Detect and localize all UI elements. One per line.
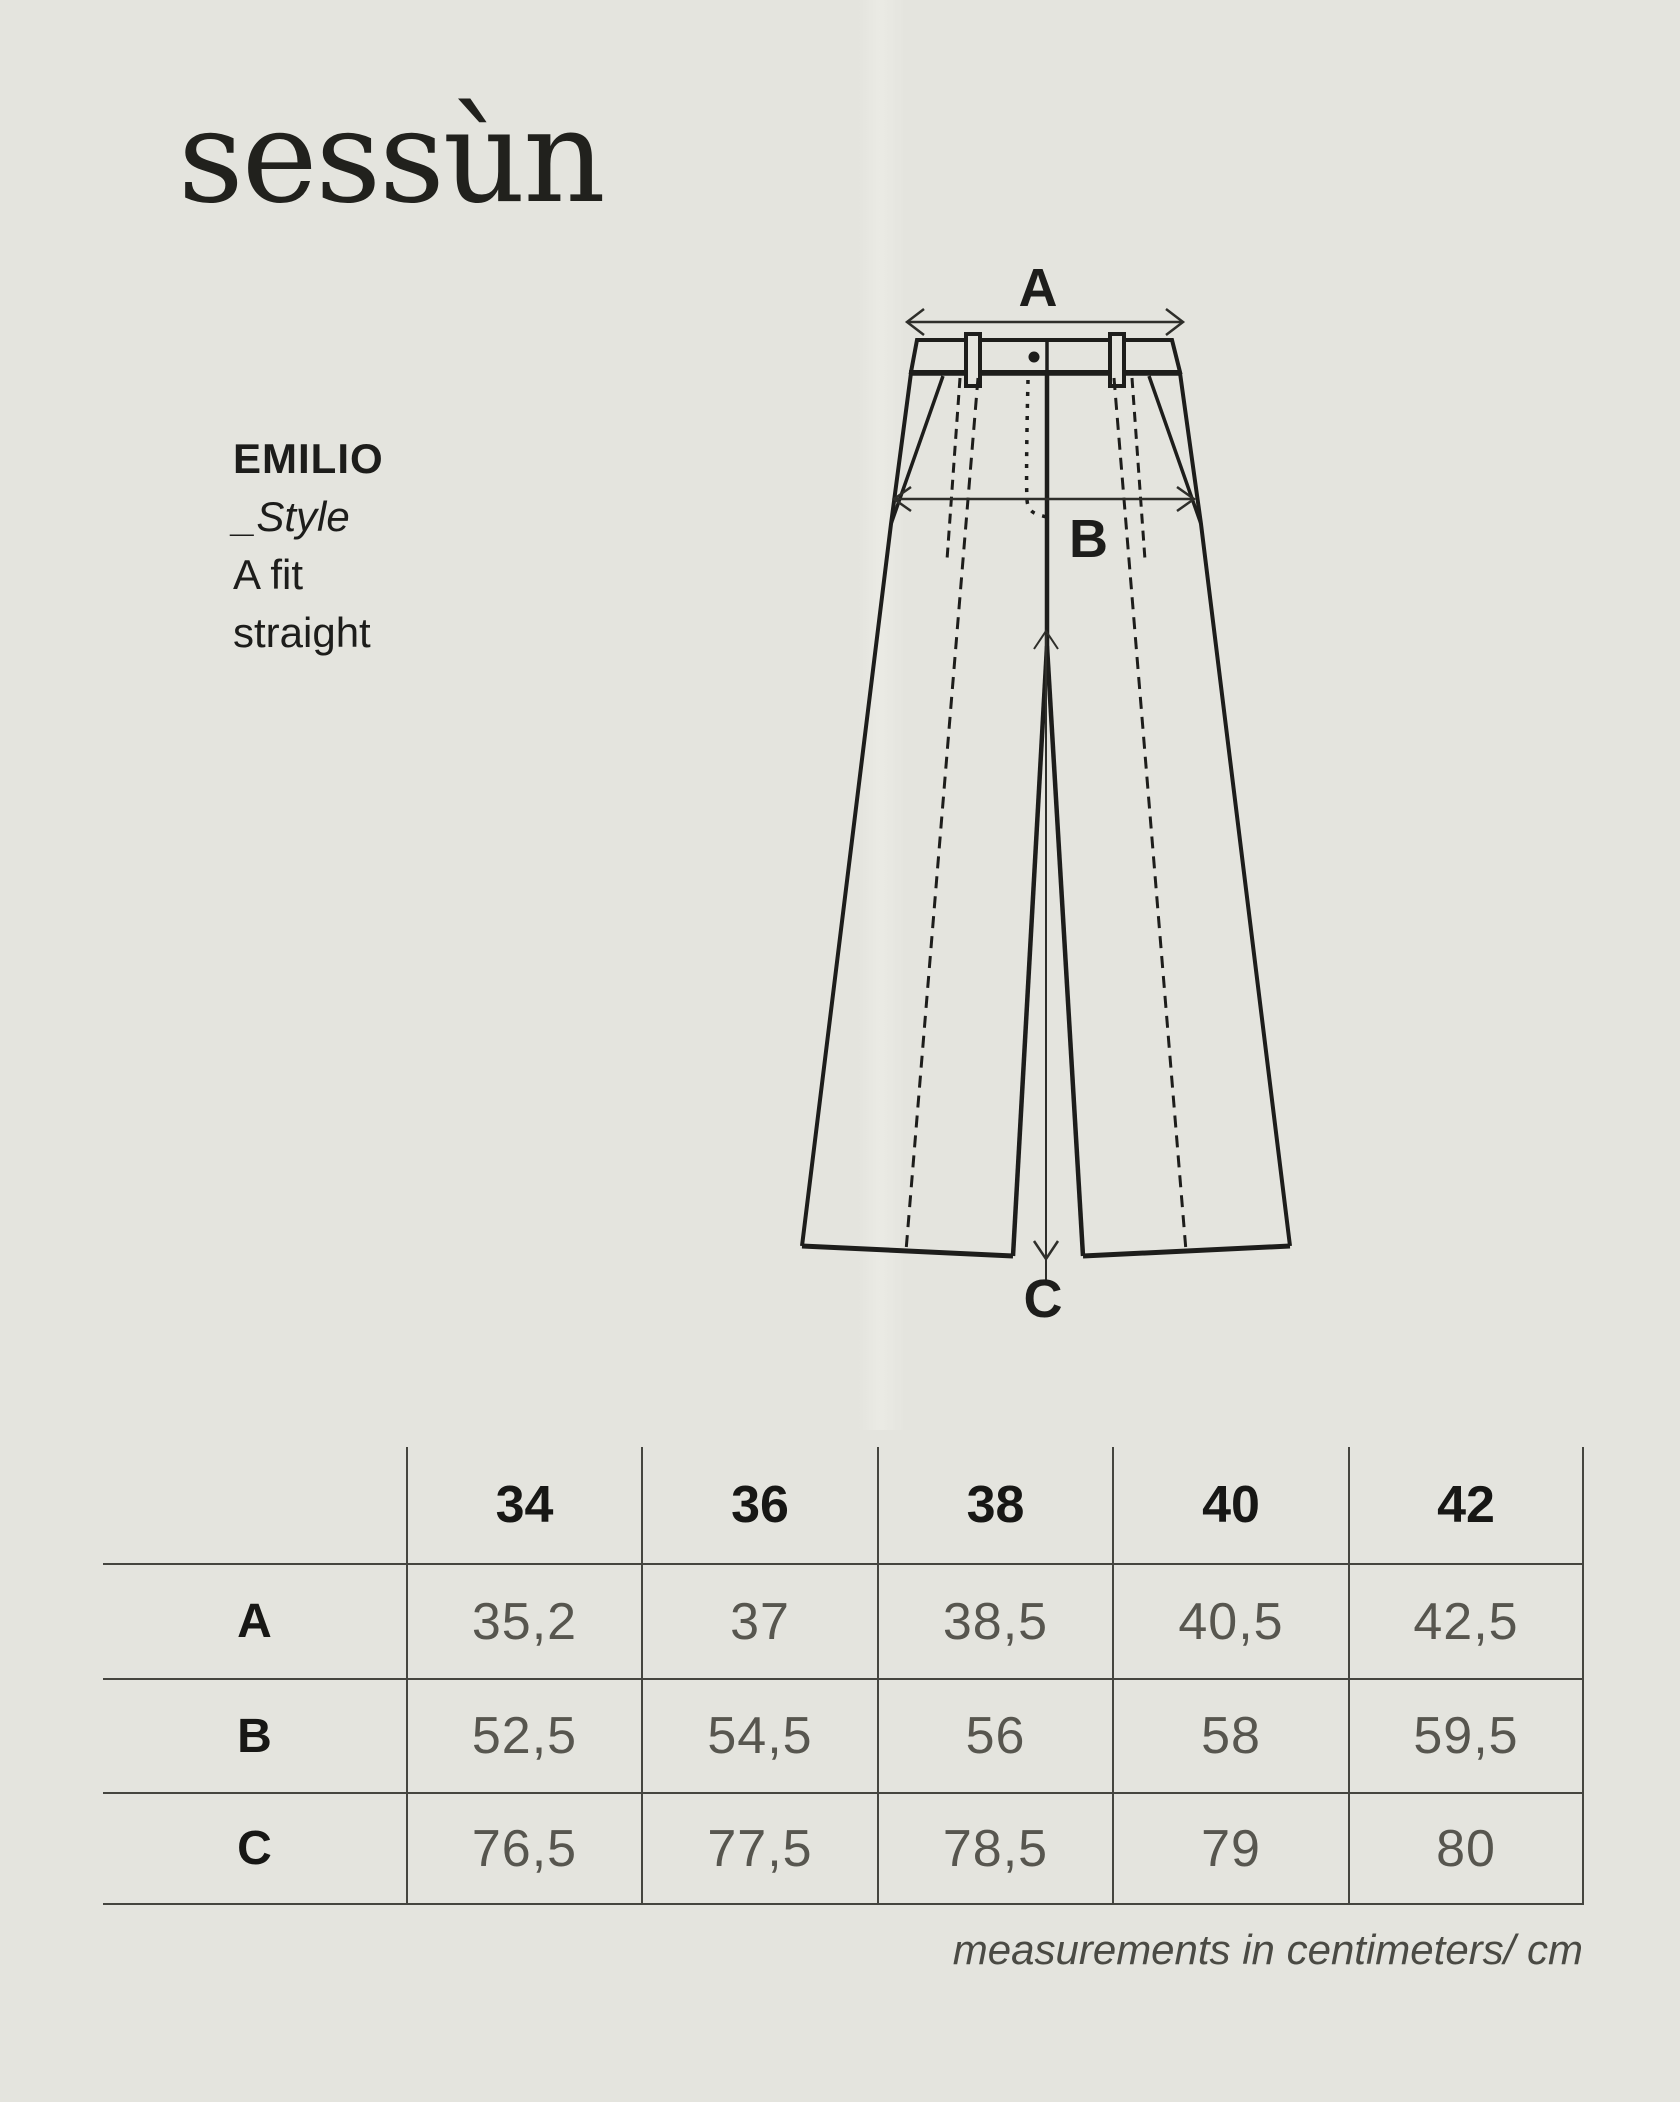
value-c-38: 78,5 [877, 1792, 1112, 1905]
size-col-header: 42 [1348, 1447, 1584, 1563]
outer-seam-left [802, 373, 911, 1246]
value-b-36: 54,5 [641, 1678, 877, 1792]
value-b-38: 56 [877, 1678, 1112, 1792]
units-caption: measurements in centimeters/ cm [952, 1926, 1583, 1973]
value-c-40: 79 [1112, 1792, 1348, 1905]
outer-seam-right [1180, 373, 1290, 1246]
size-table [103, 1447, 1584, 1905]
size-col-header: 38 [877, 1447, 1112, 1563]
value-c-36: 77,5 [641, 1792, 877, 1905]
waistband [909, 340, 1181, 373]
value-a-34: 35,2 [406, 1563, 641, 1678]
fit-line-1: A fit [233, 551, 304, 598]
value-b-40: 58 [1112, 1678, 1348, 1792]
measure-c-arrow [1034, 631, 1058, 1280]
fly-stitch-line [1027, 380, 1047, 517]
product-info [233, 430, 384, 662]
row-label-c: C [103, 1792, 406, 1905]
brand-logo: sessùn [178, 83, 604, 232]
row-label-a: A [103, 1563, 406, 1678]
value-a-36: 37 [641, 1563, 877, 1678]
pants-technical-drawing [740, 240, 1340, 1380]
pleat-dash-right [1132, 378, 1145, 560]
measure-b-label: B [1069, 509, 1108, 569]
value-b-34: 52,5 [406, 1678, 641, 1792]
belt-loop-right [1110, 334, 1124, 386]
measure-b-arrow [894, 487, 1194, 511]
inner-seam-right [1047, 646, 1083, 1256]
value-b-42: 59,5 [1348, 1678, 1584, 1792]
style-label: _Style [233, 493, 350, 540]
size-col-header: 36 [641, 1447, 877, 1563]
crease-dash-left [906, 378, 978, 1251]
pleat-dash-left [947, 378, 960, 560]
crease-dash-right [1114, 378, 1186, 1251]
inner-seam-left [1013, 646, 1047, 1256]
measure-c-label: C [1023, 1269, 1063, 1329]
measure-a-label: A [1018, 258, 1058, 318]
value-c-34: 76,5 [406, 1792, 641, 1905]
value-a-40: 40,5 [1112, 1563, 1348, 1678]
waist-button [1029, 352, 1040, 363]
table-corner-cell [103, 1447, 406, 1563]
size-col-header: 34 [406, 1447, 641, 1563]
size-col-header: 40 [1112, 1447, 1348, 1563]
product-name: EMILIO [233, 435, 384, 482]
fit-line-2: straight [233, 609, 371, 656]
hem-right [1083, 1246, 1290, 1256]
pocket-line-right [1149, 376, 1201, 524]
value-c-42: 80 [1348, 1792, 1584, 1905]
value-a-42: 42,5 [1348, 1563, 1584, 1678]
row-label-b: B [103, 1678, 406, 1792]
hem-left [802, 1246, 1013, 1256]
value-a-38: 38,5 [877, 1563, 1112, 1678]
